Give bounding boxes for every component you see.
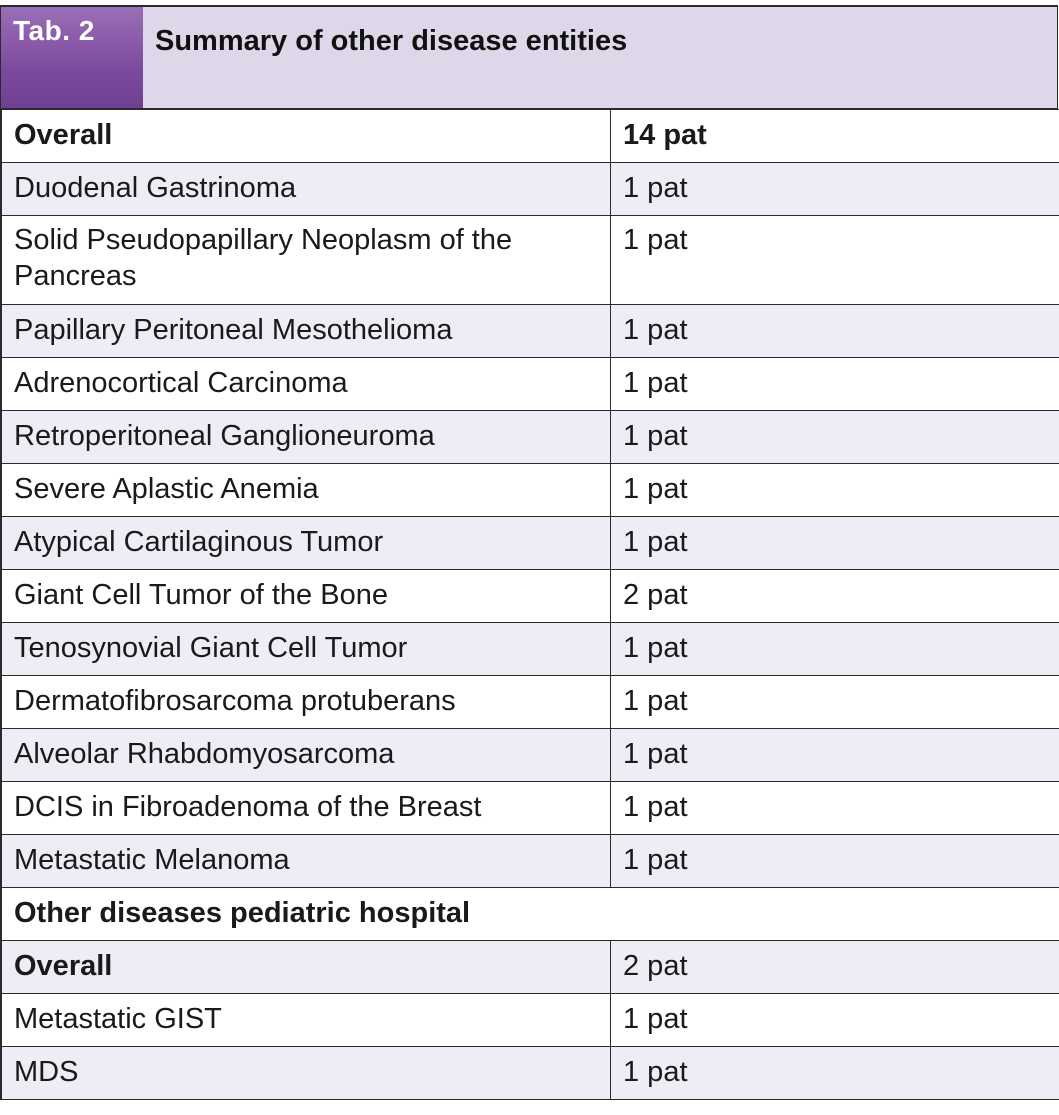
overall-label: Overall <box>2 110 611 163</box>
count-cell: 1 pat <box>611 216 1059 305</box>
entity-cell: Papillary Peritoneal Mesothelioma <box>2 305 611 358</box>
table-row <box>2 835 1059 888</box>
entity-cell: DCIS in Fibroadenoma of the Breast <box>2 782 611 835</box>
table-row-overall <box>2 110 1059 163</box>
pediatric-section-label: Other diseases pediatric hospital <box>2 888 1059 941</box>
table-row <box>2 517 1059 570</box>
count-cell: 1 pat <box>611 623 1059 676</box>
count-cell: 1 pat <box>611 305 1059 358</box>
table-section-row <box>2 888 1059 941</box>
entity-cell: Retroperitoneal Ganglioneuroma <box>2 411 611 464</box>
count-cell: 1 pat <box>611 163 1059 216</box>
entity-cell: Tenosynovial Giant Cell Tumor <box>2 623 611 676</box>
disease-summary-table <box>0 5 1058 1100</box>
count-cell: 1 pat <box>611 1047 1059 1100</box>
table-row <box>2 358 1059 411</box>
entity-cell: Atypical Cartilaginous Tumor <box>2 517 611 570</box>
pediatric-overall-label: Overall <box>2 941 611 994</box>
entity-cell: Metastatic GIST <box>2 994 611 1047</box>
table-row <box>2 570 1059 623</box>
entity-cell: Alveolar Rhabdomyosarcoma <box>2 729 611 782</box>
count-cell: 1 pat <box>611 517 1059 570</box>
count-cell: 2 pat <box>611 570 1059 623</box>
count-cell: 1 pat <box>611 782 1059 835</box>
count-cell: 1 pat <box>611 411 1059 464</box>
table-title: Summary of other disease entities <box>155 25 628 57</box>
entity-cell: Giant Cell Tumor of the Bone <box>2 570 611 623</box>
overall-value: 14 pat <box>611 110 1059 163</box>
table-row <box>2 676 1059 729</box>
table-number-label: Tab. 2 <box>1 7 143 108</box>
table-row <box>2 729 1059 782</box>
count-cell: 1 pat <box>611 676 1059 729</box>
table-row <box>2 623 1059 676</box>
count-cell: 1 pat <box>611 358 1059 411</box>
entity-cell: MDS <box>2 1047 611 1100</box>
count-cell: 1 pat <box>611 835 1059 888</box>
table-row <box>2 994 1059 1047</box>
table-row <box>2 1047 1059 1100</box>
entity-cell: Severe Aplastic Anemia <box>2 464 611 517</box>
table-row <box>2 464 1059 517</box>
entity-cell: Duodenal Gastrinoma <box>2 163 611 216</box>
table-row <box>2 411 1059 464</box>
disease-table <box>1 109 1059 1100</box>
count-cell: 1 pat <box>611 994 1059 1047</box>
entity-cell: Adrenocortical Carcinoma <box>2 358 611 411</box>
table-row-pediatric-overall <box>2 941 1059 994</box>
entity-cell: Solid Pseudopapillary Neoplasm of the Pancreas <box>2 216 611 305</box>
entity-cell: Metastatic Melanoma <box>2 835 611 888</box>
entity-cell: Dermatofibrosarcoma protuberans <box>2 676 611 729</box>
pediatric-overall-value: 2 pat <box>611 941 1059 994</box>
table-row <box>2 163 1059 216</box>
table-row <box>2 782 1059 835</box>
count-cell: 1 pat <box>611 464 1059 517</box>
count-cell: 1 pat <box>611 729 1059 782</box>
table-row <box>2 216 1059 305</box>
table-row <box>2 305 1059 358</box>
table-header <box>1 5 1058 109</box>
